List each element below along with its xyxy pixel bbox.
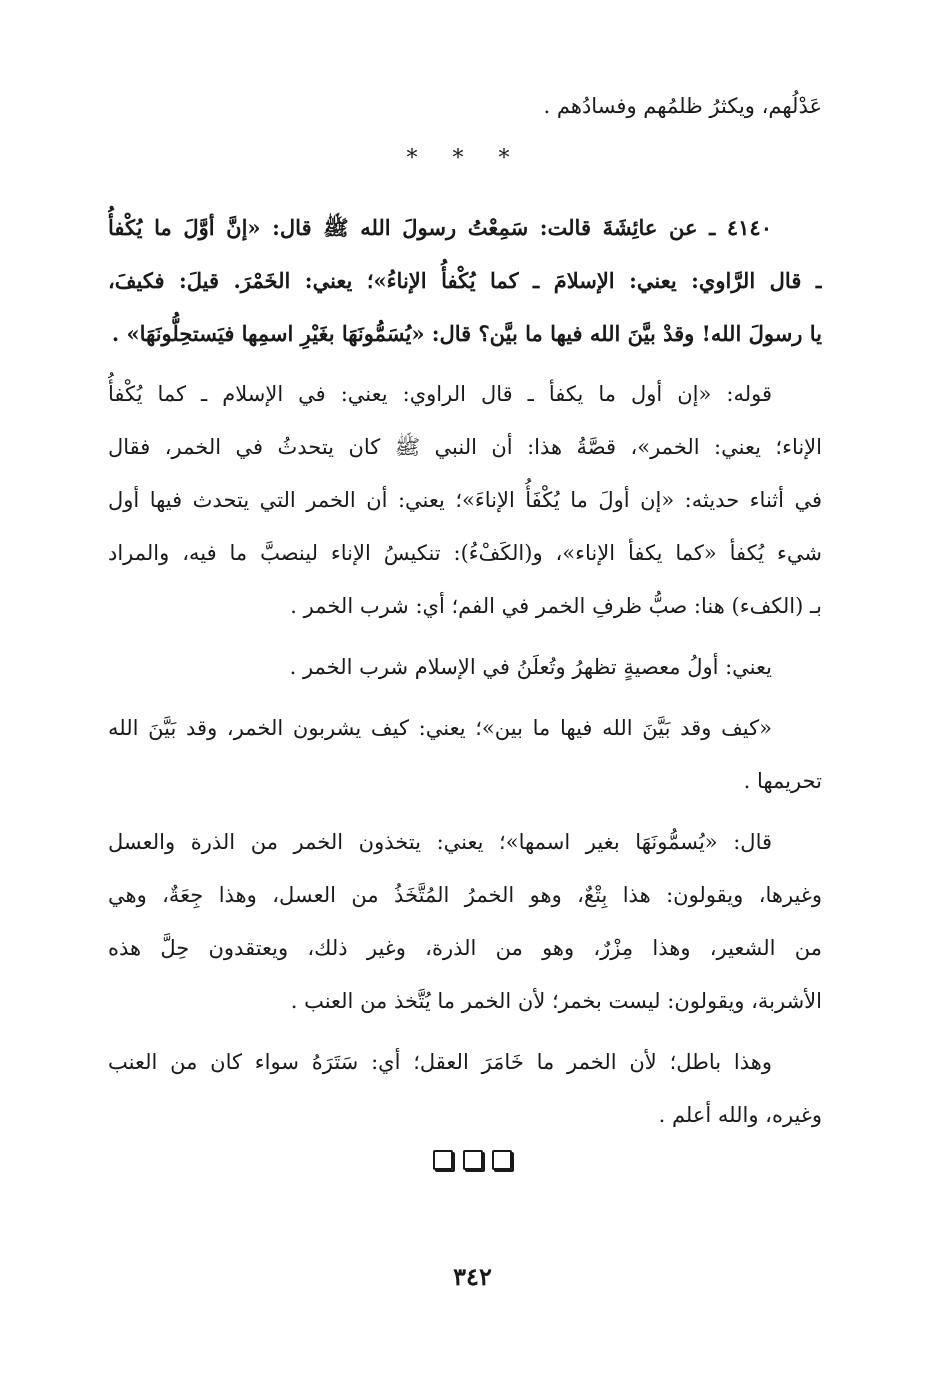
commentary-line: «كيف وقد بَيَّنَ الله فيها ما بين»؛ يعني: كيف يشربون الخمر، وقد بَيَّنَ الله xyxy=(108,716,772,740)
commentary-paragraph xyxy=(108,702,822,808)
square-ornament-icon xyxy=(433,1150,453,1170)
commentary-line: من الشعير، وهذا مِزْرٌ، وهو من الذرة، وغير ذلك، ويعتقدون حِلَّ هذه xyxy=(108,936,822,960)
commentary-line: تحريمها . xyxy=(743,769,822,793)
page-number: ٣٤٢ xyxy=(453,1262,492,1291)
commentary-paragraph xyxy=(108,368,822,633)
commentary-line: وغيره، والله أعلم . xyxy=(658,1103,822,1127)
commentary-line: وغيرها، ويقولون: هذا بِتْعٌ، وهو الخمرُ المُتَّخَذُ من العسل، وهذا جِعَةٌ، وهي xyxy=(108,883,822,907)
page-body xyxy=(108,80,822,1142)
commentary-line: شيء يُكفأ «كما يكفأ الإناء»، و(الكَفْءُ): تنكيسُ الإناء لينصبَّ ما فيه، والمراد xyxy=(108,541,822,565)
hadith-text xyxy=(108,201,822,360)
hadith-line: ٤١٤٠ ـ عن عائِشَةَ قالت: سَمِعْتُ رسولَ الله ﷺ قال: «إنَّ أوَّلَ ما يُكْفأُ xyxy=(108,215,772,240)
hadith-line: ـ قال الرَّاوي: يعني: الإسلامَ ـ كما يُكْفأُ الإناءُ»؛ يعني: الخَمْرَ. قيلَ: فكيفَ، xyxy=(108,268,822,293)
section-separator: * * * xyxy=(406,146,524,171)
commentary-paragraph xyxy=(108,816,822,1028)
commentary-line: قوله: «إن أول ما يكفأ ـ قال الراوي: يعني: في الإسلام ـ كما يُكْفأُ xyxy=(108,382,772,406)
intro-line: عَدْلُهم، ويكثرُ ظلمُهم وفسادُهم . xyxy=(543,94,822,118)
commentary-line: قال: «يُسمُّونَهَا بغير اسمها»؛ يعني: يتخذون الخمر من الذرة والعسل xyxy=(108,830,772,854)
commentary-line: بـ (الكفء) هنا: صبُّ ظرفِ الخمر في الفم؛ أي: شرب الخمر . xyxy=(290,594,822,618)
commentary-line: في أثناء حديثه: «إن أولَ ما يُكْفَأُ الإناءَ»؛ يعني: أن الخمر التي يتحدث فيها أول xyxy=(108,488,822,512)
commentary-paragraph xyxy=(108,1036,822,1142)
commentary-line: الإناء؛ يعني: الخمر»، قصَّةُ هذا: أن النبي ﷺ كان يتحدثُ في الخمر، فقال xyxy=(108,435,822,459)
square-ornament-icon xyxy=(492,1150,512,1170)
commentary-line: وهذا باطل؛ لأن الخمر ما خَامَرَ العقل؛ أي: سَتَرَهُ سواء كان من العنب xyxy=(108,1050,772,1074)
commentary-line: يعني: أولُ معصيةٍ تظهرُ وتُعلَنُ في الإسلام شرب الخمر . xyxy=(289,655,772,679)
hadith-line: يا رسولَ الله! وقدْ بيَّنَ الله فيها ما بيَّن؟ قال: «يُسَمُّونَهَا بغَيْرِ اسمِها فيَستحِلُّونَهَا» . xyxy=(111,321,822,346)
commentary-line: الأشربة، ويقولون: ليست بخمر؛ لأن الخمر ما يُتَّخذ من العنب . xyxy=(290,989,822,1013)
commentary-paragraph xyxy=(108,641,822,694)
square-ornament-icon xyxy=(463,1150,483,1170)
chapter-end-ornament xyxy=(0,1150,945,1174)
